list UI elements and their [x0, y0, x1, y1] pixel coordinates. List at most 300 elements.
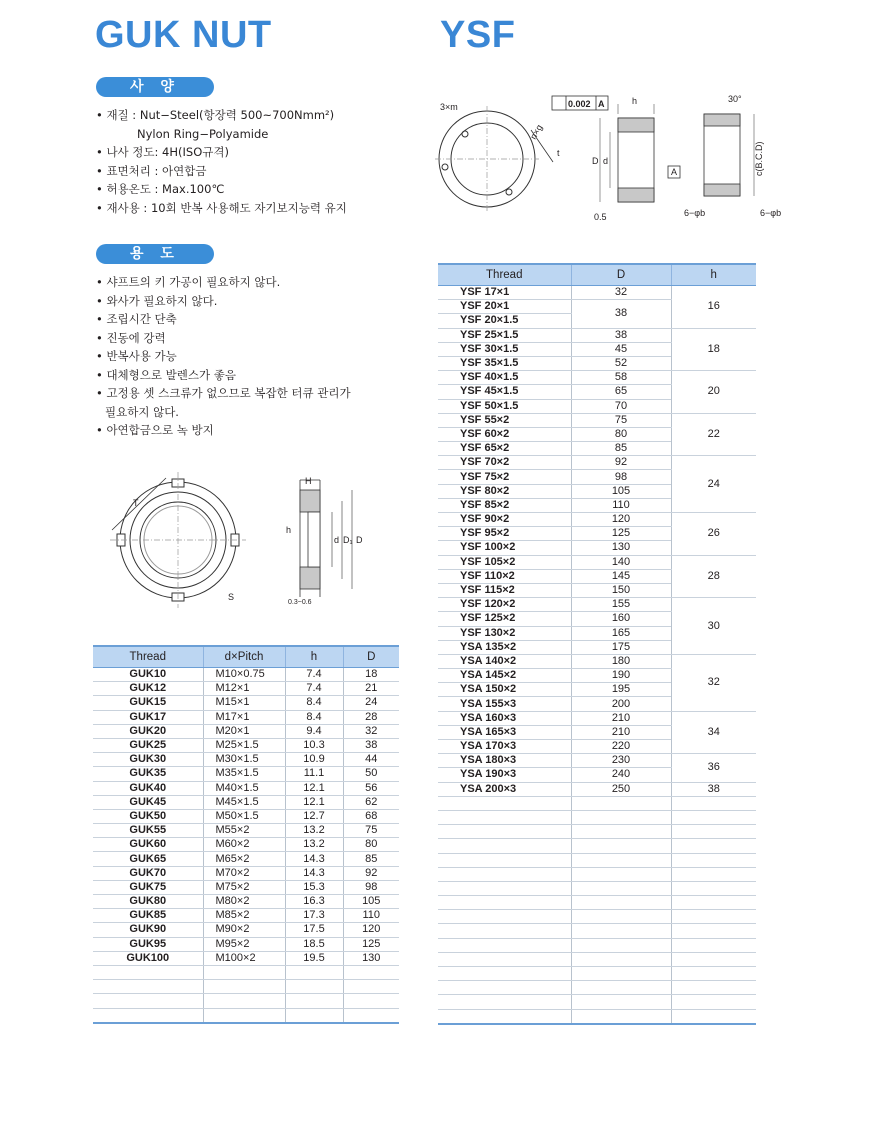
thread-cell: YSF 125×2 — [438, 612, 571, 626]
d-cell: 160 — [571, 612, 671, 626]
thread-cell: YSF 17×1 — [438, 286, 571, 300]
thread-cell: GUK50 — [93, 809, 203, 823]
empty-cell — [571, 952, 671, 966]
d-cell: 195 — [571, 683, 671, 697]
d-cell: 110 — [571, 498, 671, 512]
thread-cell: GUK40 — [93, 781, 203, 795]
dim-label-d: d — [334, 535, 340, 545]
d-cell: 98 — [343, 880, 399, 894]
table-row — [438, 952, 756, 966]
ysf-section-drawing — [550, 92, 690, 222]
dim-label-gap-ysf: 0.5 — [594, 212, 607, 222]
h-cell: 19.5 — [285, 951, 343, 965]
d-cell: 75 — [343, 824, 399, 838]
thread-cell: YSA 190×3 — [438, 768, 571, 782]
table-row — [438, 981, 756, 995]
d-pitch-cell: M45×1.5 — [203, 795, 285, 809]
ysf-end-view-drawing — [690, 88, 795, 223]
dim-label-angle: 30° — [728, 94, 742, 104]
empty-cell — [438, 981, 571, 995]
d-pitch-cell: M70×2 — [203, 866, 285, 880]
column-header-d: D — [343, 646, 399, 668]
h-cell: 22 — [671, 413, 756, 456]
h-cell: 11.1 — [285, 767, 343, 781]
table-row — [93, 880, 399, 894]
thread-cell: GUK80 — [93, 895, 203, 909]
thread-cell: YSF 60×2 — [438, 427, 571, 441]
empty-cell — [571, 1009, 671, 1024]
spec-section-header: 사 양 — [96, 77, 214, 97]
h-cell: 24 — [671, 456, 756, 513]
thread-cell: GUK35 — [93, 767, 203, 781]
d-cell: 80 — [571, 427, 671, 441]
empty-cell — [438, 810, 571, 824]
column-header-h: h — [285, 646, 343, 668]
d-cell: 38 — [571, 328, 671, 342]
usage-item: 필요하지 않다. — [105, 404, 179, 419]
h-cell: 32 — [671, 654, 756, 711]
empty-cell — [671, 796, 756, 810]
table-row — [438, 924, 756, 938]
empty-cell — [671, 881, 756, 895]
empty-cell — [571, 896, 671, 910]
empty-cell — [571, 867, 671, 881]
d-pitch-cell: M40×1.5 — [203, 781, 285, 795]
empty-cell — [343, 994, 399, 1008]
empty-cell — [571, 924, 671, 938]
empty-cell — [671, 896, 756, 910]
spec-item: • 표면처리 : 아연합금 — [96, 163, 207, 178]
empty-cell — [438, 1009, 571, 1024]
column-header-thread: Thread — [93, 646, 203, 668]
empty-cell — [285, 980, 343, 994]
d-cell: 130 — [343, 951, 399, 965]
empty-cell — [671, 853, 756, 867]
empty-cell — [343, 980, 399, 994]
guk-nut-spec-table — [93, 645, 399, 1024]
thread-cell: YSF 115×2 — [438, 583, 571, 597]
thread-cell: YSF 105×2 — [438, 555, 571, 569]
dim-label-d-ysf-outer: D — [592, 156, 599, 166]
table-row — [438, 910, 756, 924]
table-row — [93, 980, 399, 994]
empty-cell — [93, 980, 203, 994]
thread-cell: GUK30 — [93, 753, 203, 767]
h-cell: 28 — [671, 555, 756, 598]
d-cell: 98 — [571, 470, 671, 484]
thread-cell: YSF 70×2 — [438, 456, 571, 470]
d-cell: 85 — [343, 852, 399, 866]
dim-label-datum: A — [598, 99, 605, 109]
table-row — [438, 796, 756, 810]
table-row — [438, 413, 756, 427]
h-cell: 10.9 — [285, 753, 343, 767]
table-row — [93, 852, 399, 866]
empty-cell — [93, 994, 203, 1008]
dim-label-t: T — [133, 498, 139, 508]
d-cell: 125 — [571, 527, 671, 541]
table-row — [93, 710, 399, 724]
empty-cell — [438, 910, 571, 924]
h-cell: 34 — [671, 711, 756, 754]
thread-cell: YSF 55×2 — [438, 413, 571, 427]
thread-cell: YSF 120×2 — [438, 598, 571, 612]
d-cell: 38 — [343, 738, 399, 752]
d-cell: 44 — [343, 753, 399, 767]
h-cell: 12.1 — [285, 781, 343, 795]
h-cell: 38 — [671, 782, 756, 796]
thread-cell: GUK17 — [93, 710, 203, 724]
table-row — [93, 824, 399, 838]
d-cell: 130 — [571, 541, 671, 555]
d-cell: 68 — [343, 809, 399, 823]
table-row — [438, 782, 756, 796]
d-cell: 175 — [571, 640, 671, 654]
spec-item: Nylon Ring−Polyamide — [137, 126, 269, 141]
empty-cell — [671, 1009, 756, 1024]
empty-cell — [571, 881, 671, 895]
table-row — [93, 1008, 399, 1023]
guk-front-view-drawing — [100, 470, 250, 610]
empty-cell — [285, 1008, 343, 1023]
thread-cell: YSA 140×2 — [438, 654, 571, 668]
usage-item: • 반복사용 가능 — [96, 349, 177, 363]
thread-cell: YSF 45×1.5 — [438, 385, 571, 399]
empty-cell — [438, 995, 571, 1009]
d-cell: 92 — [571, 456, 671, 470]
empty-cell — [438, 853, 571, 867]
h-cell: 18 — [671, 328, 756, 371]
table-row — [93, 866, 399, 880]
spec-item: • 재질 : Nut−Steel(항장력 500~700Nmm²) — [96, 108, 335, 122]
empty-cell — [671, 810, 756, 824]
thread-cell: GUK70 — [93, 866, 203, 880]
d-cell: 240 — [571, 768, 671, 782]
dim-label-phib-right: 6−φb — [760, 208, 782, 218]
d-cell: 21 — [343, 682, 399, 696]
empty-cell — [571, 810, 671, 824]
table-row — [438, 456, 756, 470]
column-header-h: h — [671, 264, 756, 286]
h-cell: 7.4 — [285, 682, 343, 696]
usage-item: • 아연합금으로 녹 방지 — [96, 423, 214, 437]
d-cell: 32 — [571, 286, 671, 300]
d-cell: 210 — [571, 725, 671, 739]
thread-cell: GUK20 — [93, 724, 203, 738]
table-row — [93, 767, 399, 781]
h-cell: 10.3 — [285, 738, 343, 752]
table-row — [93, 809, 399, 823]
d-cell: 145 — [571, 569, 671, 583]
empty-cell — [571, 839, 671, 853]
empty-cell — [571, 995, 671, 1009]
table-row — [93, 668, 399, 682]
thread-cell: YSF 20×1.5 — [438, 314, 571, 328]
empty-cell — [571, 910, 671, 924]
h-cell: 36 — [671, 754, 756, 782]
dim-label-d-outer: D — [356, 535, 363, 545]
thread-cell: YSA 170×3 — [438, 740, 571, 754]
thread-cell: YSA 135×2 — [438, 640, 571, 654]
thread-cell: YSF 100×2 — [438, 541, 571, 555]
spec-list — [96, 106, 347, 217]
empty-cell — [671, 938, 756, 952]
d-pitch-cell: M17×1 — [203, 710, 285, 724]
dim-label-d1: D₁ — [343, 535, 353, 545]
table-row — [93, 838, 399, 852]
table-row — [93, 682, 399, 696]
empty-cell — [438, 896, 571, 910]
d-cell: 58 — [571, 371, 671, 385]
thread-cell: YSF 130×2 — [438, 626, 571, 640]
table-row — [438, 598, 756, 612]
h-cell: 12.1 — [285, 795, 343, 809]
d-cell: 105 — [343, 895, 399, 909]
thread-cell: YSA 160×3 — [438, 711, 571, 725]
table-row — [93, 909, 399, 923]
h-cell: 17.3 — [285, 909, 343, 923]
table-row — [438, 867, 756, 881]
empty-cell — [203, 994, 285, 1008]
table-row — [438, 896, 756, 910]
d-cell: 250 — [571, 782, 671, 796]
empty-cell — [671, 952, 756, 966]
table-row — [93, 965, 399, 979]
page-title-guk-nut: GUK NUT — [95, 14, 272, 56]
d-cell: 52 — [571, 356, 671, 370]
empty-cell — [285, 994, 343, 1008]
empty-cell — [671, 995, 756, 1009]
d-pitch-cell: M50×1.5 — [203, 809, 285, 823]
d-pitch-cell: M10×0.75 — [203, 668, 285, 682]
d-pitch-cell: M65×2 — [203, 852, 285, 866]
thread-cell: GUK15 — [93, 696, 203, 710]
empty-cell — [438, 796, 571, 810]
table-row — [438, 513, 756, 527]
d-pitch-cell: M20×1 — [203, 724, 285, 738]
empty-cell — [571, 796, 671, 810]
empty-cell — [438, 952, 571, 966]
empty-cell — [671, 839, 756, 853]
d-cell: 92 — [343, 866, 399, 880]
d-cell: 24 — [343, 696, 399, 710]
d-cell: 75 — [571, 413, 671, 427]
table-row — [93, 724, 399, 738]
table-row — [438, 555, 756, 569]
table-row — [93, 895, 399, 909]
thread-cell: YSF 90×2 — [438, 513, 571, 527]
usage-item: • 고정용 셋 스크류가 없으므로 복잡한 터큐 관리가 — [96, 386, 351, 400]
column-header-d-pitch: d×Pitch — [203, 646, 285, 668]
thread-cell: GUK90 — [93, 923, 203, 937]
table-row — [93, 781, 399, 795]
d-cell: 150 — [571, 583, 671, 597]
thread-cell: YSF 20×1 — [438, 300, 571, 314]
d-cell: 80 — [343, 838, 399, 852]
d-cell: 18 — [343, 668, 399, 682]
dim-label-tolerance: 0.002 — [568, 99, 591, 109]
d-cell: 45 — [571, 342, 671, 356]
empty-cell — [438, 867, 571, 881]
empty-cell — [438, 839, 571, 853]
d-pitch-cell: M35×1.5 — [203, 767, 285, 781]
empty-cell — [203, 980, 285, 994]
table-row — [438, 995, 756, 1009]
usage-item: • 진동에 강력 — [96, 330, 166, 345]
d-pitch-cell: M85×2 — [203, 909, 285, 923]
d-cell: 125 — [343, 937, 399, 951]
h-cell: 18.5 — [285, 937, 343, 951]
empty-cell — [571, 853, 671, 867]
empty-cell — [438, 938, 571, 952]
thread-cell: GUK100 — [93, 951, 203, 965]
empty-cell — [438, 825, 571, 839]
d-cell: 200 — [571, 697, 671, 711]
d-cell: 140 — [571, 555, 671, 569]
d-pitch-cell: M15×1 — [203, 696, 285, 710]
empty-cell — [671, 967, 756, 981]
h-cell: 14.3 — [285, 852, 343, 866]
thread-cell: YSA 180×3 — [438, 754, 571, 768]
empty-cell — [438, 924, 571, 938]
table-row — [438, 967, 756, 981]
dim-label-t-ysf: t — [557, 148, 560, 158]
h-cell: 16.3 — [285, 895, 343, 909]
empty-cell — [343, 1008, 399, 1023]
thread-cell: GUK65 — [93, 852, 203, 866]
dim-label-phib-left: 6−φb — [684, 208, 706, 218]
table-row — [438, 1009, 756, 1024]
dim-label-h-ysf: h — [632, 96, 638, 106]
thread-cell: YSF 30×1.5 — [438, 342, 571, 356]
h-cell: 7.4 — [285, 668, 343, 682]
spec-item: • 허용온도 : Max.100℃ — [96, 182, 225, 196]
dim-label-d-ysf-inner: d — [603, 156, 609, 166]
dim-label-s: S — [228, 592, 235, 602]
dim-label-h-upper: H — [305, 476, 312, 486]
d-cell: 105 — [571, 484, 671, 498]
h-cell: 16 — [671, 286, 756, 329]
table-row — [438, 371, 756, 385]
d-cell: 230 — [571, 754, 671, 768]
empty-cell — [343, 965, 399, 979]
thread-cell: YSF 75×2 — [438, 470, 571, 484]
empty-cell — [93, 965, 203, 979]
empty-cell — [671, 924, 756, 938]
table-row — [93, 696, 399, 710]
empty-cell — [671, 825, 756, 839]
d-pitch-cell: M25×1.5 — [203, 738, 285, 752]
d-pitch-cell: M95×2 — [203, 937, 285, 951]
empty-cell — [571, 938, 671, 952]
d-cell: 85 — [571, 442, 671, 456]
table-row — [438, 286, 756, 300]
thread-cell: GUK60 — [93, 838, 203, 852]
d-cell: 180 — [571, 654, 671, 668]
d-cell: 120 — [343, 923, 399, 937]
dim-label-3xm: 3×m — [440, 102, 458, 112]
d-pitch-cell: M30×1.5 — [203, 753, 285, 767]
table-row — [438, 881, 756, 895]
d-cell: 155 — [571, 598, 671, 612]
thread-cell: YSA 200×3 — [438, 782, 571, 796]
d-cell: 28 — [343, 710, 399, 724]
table-row — [438, 839, 756, 853]
d-cell: 110 — [343, 909, 399, 923]
h-cell: 12.7 — [285, 809, 343, 823]
h-cell: 13.2 — [285, 838, 343, 852]
empty-cell — [671, 867, 756, 881]
dim-label-h-lower: h — [286, 525, 292, 535]
ysf-spec-table — [438, 263, 756, 1025]
empty-cell — [671, 910, 756, 924]
usage-section-header: 용 도 — [96, 244, 214, 264]
d-pitch-cell: M55×2 — [203, 824, 285, 838]
d-cell: 190 — [571, 669, 671, 683]
d-cell: 56 — [343, 781, 399, 795]
empty-cell — [438, 967, 571, 981]
usage-item: • 와사가 필요하지 않다. — [96, 293, 218, 308]
table-row — [93, 795, 399, 809]
guk-side-section-drawing — [280, 475, 380, 610]
d-cell: 65 — [571, 385, 671, 399]
d-pitch-cell: M80×2 — [203, 895, 285, 909]
table-row — [438, 938, 756, 952]
h-cell: 15.3 — [285, 880, 343, 894]
h-cell: 14.3 — [285, 866, 343, 880]
table-row — [438, 328, 756, 342]
h-cell: 13.2 — [285, 824, 343, 838]
empty-cell — [571, 981, 671, 995]
thread-cell: YSF 40×1.5 — [438, 371, 571, 385]
empty-cell — [571, 967, 671, 981]
thread-cell: GUK12 — [93, 682, 203, 696]
usage-item: • 대체형으로 발렌스가 좋음 — [96, 367, 236, 382]
table-row — [438, 825, 756, 839]
thread-cell: YSF 80×2 — [438, 484, 571, 498]
table-row — [93, 951, 399, 965]
thread-cell: YSA 150×2 — [438, 683, 571, 697]
dim-label-nxg: n×g — [528, 122, 545, 141]
h-cell: 8.4 — [285, 696, 343, 710]
table-row — [438, 853, 756, 867]
table-row — [93, 994, 399, 1008]
h-cell: 20 — [671, 371, 756, 414]
empty-cell — [93, 1008, 203, 1023]
page-title-ysf: YSF — [440, 14, 516, 56]
empty-cell — [203, 1008, 285, 1023]
empty-cell — [571, 825, 671, 839]
d-cell: 210 — [571, 711, 671, 725]
h-cell: 9.4 — [285, 724, 343, 738]
table-row — [93, 937, 399, 951]
dim-label-gap: 0.3~0.6 — [288, 599, 312, 606]
d-cell: 50 — [343, 767, 399, 781]
thread-cell: YSF 110×2 — [438, 569, 571, 583]
column-header-thread: Thread — [438, 264, 571, 286]
thread-cell: YSF 85×2 — [438, 498, 571, 512]
thread-cell: YSF 65×2 — [438, 442, 571, 456]
thread-cell: YSF 25×1.5 — [438, 328, 571, 342]
table-row — [438, 810, 756, 824]
h-cell: 17.5 — [285, 923, 343, 937]
thread-cell: YSF 95×2 — [438, 527, 571, 541]
column-header-d: D — [571, 264, 671, 286]
thread-cell: GUK95 — [93, 937, 203, 951]
d-cell: 165 — [571, 626, 671, 640]
d-cell: 38 — [571, 300, 671, 328]
table-row — [438, 754, 756, 768]
